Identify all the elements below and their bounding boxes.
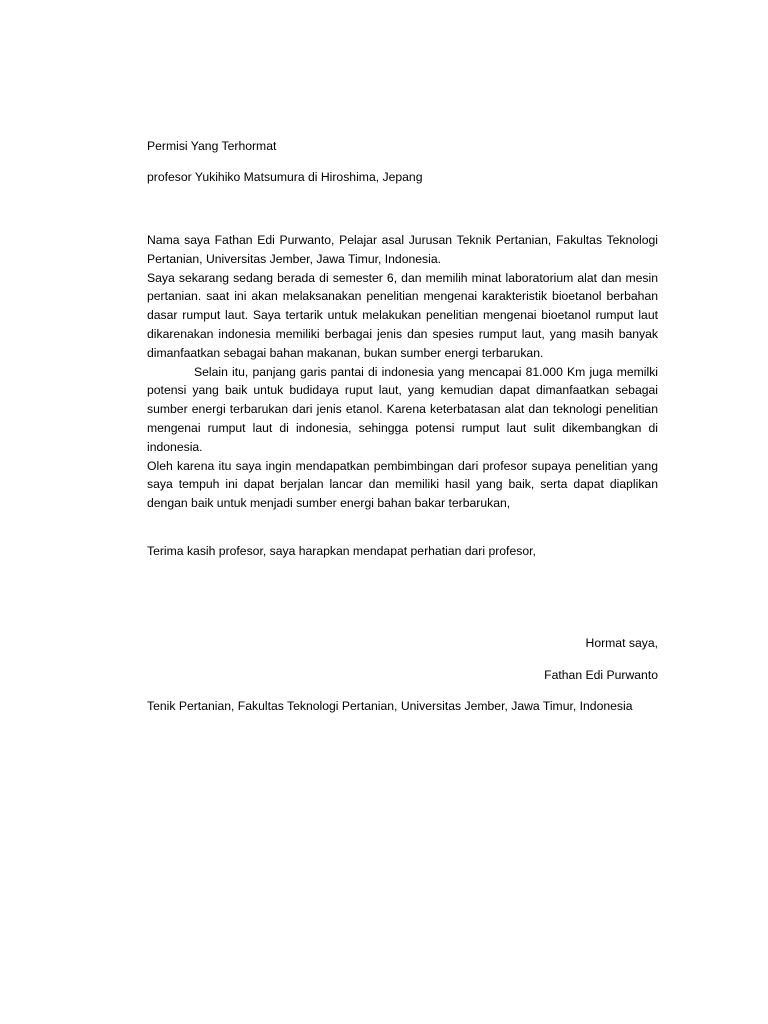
paragraph-research: Saya sekarang sedang berada di semester 6, dan memilih minat laboratorium alat dan mesin pertanian. saat ini akan melaksanakan penelitian mengenai karakteristik bioetanol berbahan dasar rumput laut. Saya tertarik untuk melakukan penelitian mengenai bioetanol rumput laut dikarenakan indonesia memiliki berbagai jenis dan spesies rumput laut, yang masih banyak dimanfaatkan sebagai bahan makanan, bukan sumber energi terbarukan. xyxy=(147,270,658,360)
signer-name: Fathan Edi Purwanto xyxy=(544,668,658,682)
closing-thanks: Terima kasih profesor, saya harapkan mendapat perhatian dari profesor, xyxy=(147,544,536,558)
recipient: profesor Yukihiko Matsumura di Hiroshima, Jepang xyxy=(147,170,423,184)
paragraph-request: Oleh karena itu saya ingin mendapatkan pembimbingan dari profesor supaya penelitian yang saya tempuh ini dapat berjalan lancar dan memiliki hasil yang baik, serta dapat diaplikan dengan baik untuk menjadi sumber energi bahan bakar terbarukan, xyxy=(147,458,658,511)
sign-off: Hormat saya, xyxy=(585,636,658,650)
paragraph-intro: Nama saya Fathan Edi Purwanto, Pelajar asal Jurusan Teknik Pertanian, Fakultas Teknologi Pertanian, Universitas Jember, Jawa Timur, Indonesia. xyxy=(147,233,658,266)
affiliation: Tenik Pertanian, Fakultas Teknologi Pertanian, Universitas Jember, Jawa Timur, Indonesia xyxy=(147,699,633,713)
letter-body xyxy=(147,231,658,513)
greeting: Permisi Yang Terhormat xyxy=(147,139,277,153)
paragraph-coastline: Selain itu, panjang garis pantai di indonesia yang mencapai 81.000 Km juga memilki potensi yang baik untuk budidaya ruput laut, yang kemudian dapat dimanfaatkan sebagai sumber energi terbarukan dari jenis etanol. Karena keterbatasan alat dan teknologi penelitian mengenai rumput laut di indonesia, sehingga potensi rumput laut sulit dikembangkan di indonesia. xyxy=(147,364,658,454)
